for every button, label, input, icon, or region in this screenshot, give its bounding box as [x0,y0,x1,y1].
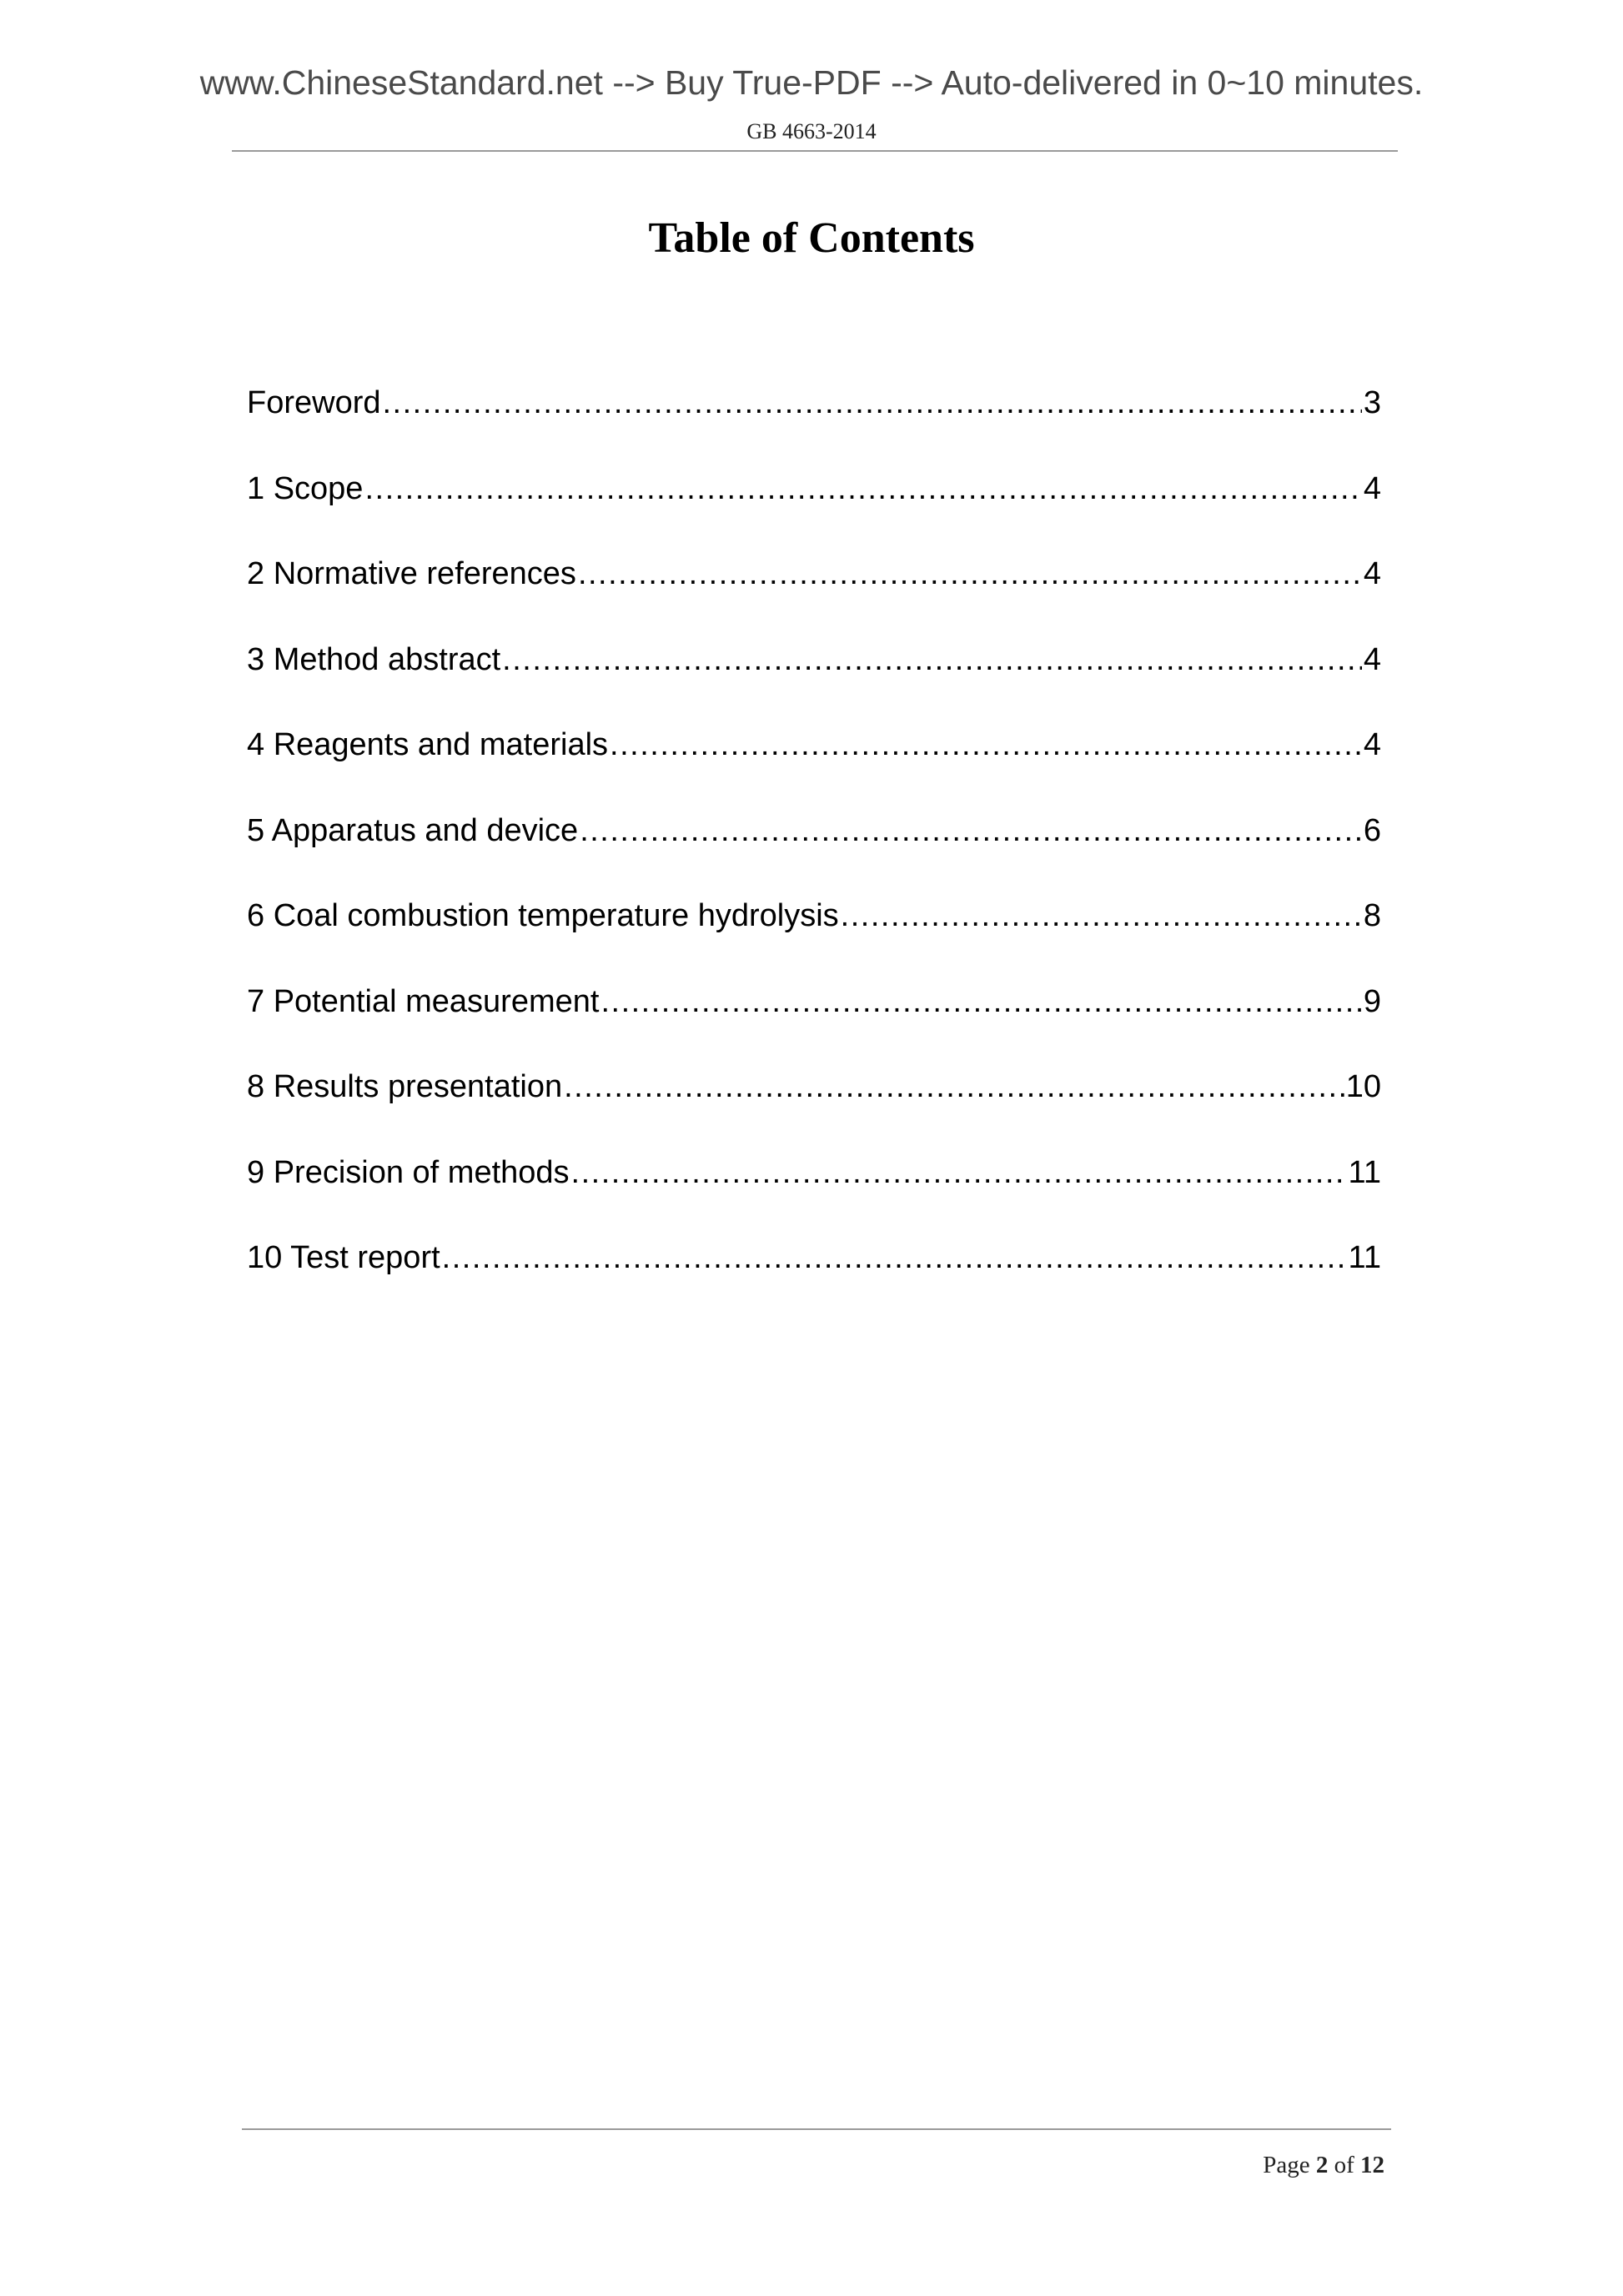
toc-entry-page: 4 [1363,556,1381,591]
dot-leader [580,813,1362,849]
dot-leader [364,471,1361,507]
toc-entry-page: 4 [1363,470,1381,506]
current-page: 2 [1315,2152,1329,2178]
toc-entry-label: 4 Reagents and materials [247,727,609,762]
toc-entry-page: 6 [1363,812,1381,848]
dot-leader [442,1240,1347,1276]
header-divider [232,150,1398,152]
dot-leader [502,642,1362,678]
toc-entry-label: 5 Apparatus and device [247,812,579,848]
document-code: GB 4663-2014 [746,119,877,143]
page-title: Table of Contents [648,214,975,262]
page-number [1263,2152,1384,2179]
site-banner[interactable]: www.ChineseStandard.net --> Buy True-PDF --> Auto-delivered in 0~10 minutes. [199,63,1424,102]
dot-leader [383,385,1362,421]
toc-entry-label: 6 Coal combustion temperature hydrolysis [247,898,839,933]
toc-entry-label: Foreword [247,385,381,420]
toc-entry-page: 11 [1348,1154,1381,1190]
dot-leader [841,898,1362,934]
toc-entry-page: 4 [1363,727,1381,762]
toc-entry-apparatus-and-device[interactable] [247,813,1381,899]
toc-entry-page: 4 [1363,641,1381,677]
toc-entry-scope[interactable] [247,471,1381,557]
total-pages: 12 [1360,2152,1384,2178]
toc-entry-test-report[interactable] [247,1240,1381,1326]
toc-entry-label: 9 Precision of methods [247,1154,570,1190]
toc-entry-page: 3 [1363,385,1381,420]
of-word: of [1334,2152,1354,2178]
toc-entry-label: 8 Results presentation [247,1069,563,1104]
toc-entry-label: 7 Potential measurement [247,983,600,1019]
dot-leader [564,1069,1344,1105]
toc-entry-page: 9 [1363,983,1381,1019]
toc-entry-reagents-and-materials[interactable] [247,727,1381,813]
toc-entry-label: 2 Normative references [247,556,576,591]
toc-entry-label: 1 Scope [247,470,364,506]
dot-leader [600,984,1361,1020]
toc-entry-foreword[interactable] [247,385,1381,471]
toc-entry-potential-measurement[interactable] [247,984,1381,1070]
dot-leader [578,556,1362,592]
toc-entry-results-presentation[interactable] [247,1069,1381,1155]
toc-entry-normative-references[interactable] [247,556,1381,642]
toc-entry-label: 3 Method abstract [247,641,501,677]
dot-leader [610,727,1362,763]
toc-entry-page: 8 [1363,898,1381,933]
footer-divider [242,2128,1391,2130]
toc-entry-coal-combustion[interactable] [247,898,1381,984]
toc-entry-label: 10 Test report [247,1240,440,1275]
page-word: Page [1263,2152,1310,2178]
dot-leader [571,1155,1347,1191]
toc-entry-page: 10 [1345,1069,1381,1104]
toc-entry-precision-of-methods[interactable] [247,1155,1381,1241]
toc-entry-method-abstract[interactable] [247,642,1381,728]
toc-entry-page: 11 [1348,1240,1381,1275]
table-of-contents [247,385,1381,1326]
